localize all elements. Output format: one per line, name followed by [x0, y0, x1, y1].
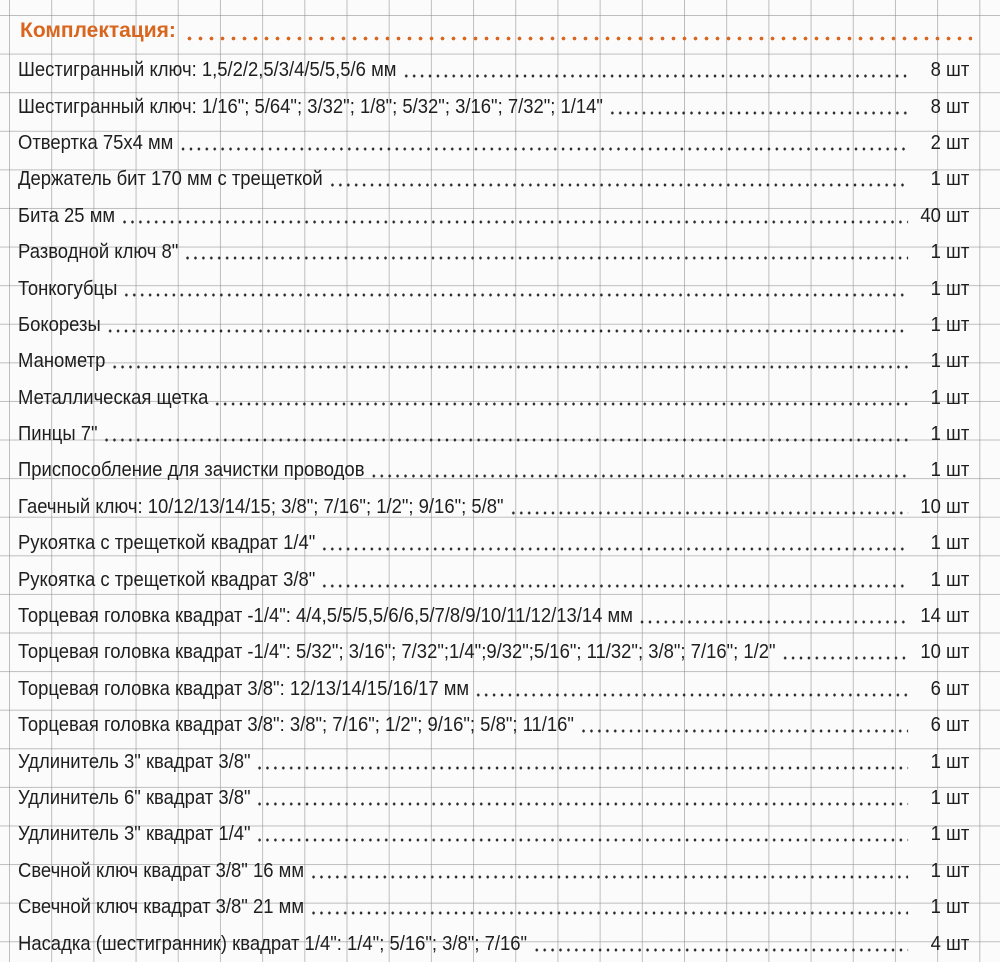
dot-leader — [475, 693, 909, 697]
dot-leader — [256, 766, 908, 770]
dot-leader — [179, 147, 908, 151]
item-quantity: 10 шт — [920, 640, 970, 664]
item-name: Шестигранный ключ: 1,5/2/2,5/3/4/5/5,5/6 мм — [18, 58, 397, 82]
item-quantity: 1 шт — [930, 349, 970, 373]
dot-leader — [402, 74, 908, 78]
heading-label: Комплектация: — [20, 19, 176, 42]
item-quantity: 2 шт — [930, 130, 970, 154]
item-quantity: 1 шт — [930, 458, 970, 482]
item-name: Разводной ключ 8" — [18, 240, 179, 264]
dot-leader — [106, 329, 908, 333]
item-name: Насадка (шестигранник) квадрат 1/4": 1/4"; 5/16"; 3/8"; 7/16" — [18, 931, 528, 955]
equipment-list — [18, 52, 970, 962]
item-quantity: 1 шт — [930, 749, 970, 773]
list-item — [18, 889, 969, 925]
item-name: Торцевая головка квадрат 3/8": 12/13/14/15/16/17 мм — [18, 676, 470, 700]
section-heading — [20, 14, 972, 48]
item-quantity: 8 шт — [930, 58, 970, 82]
item-quantity: 1 шт — [930, 858, 970, 882]
list-item — [18, 780, 969, 816]
dot-leader — [256, 838, 908, 842]
item-quantity: 1 шт — [930, 422, 970, 446]
dot-leader — [123, 293, 908, 297]
dot-leader — [103, 438, 908, 442]
list-item — [18, 853, 969, 889]
dot-leader — [184, 256, 908, 260]
item-name: Пинцы 7" — [18, 422, 98, 446]
item-quantity: 4 шт — [930, 931, 970, 955]
item-quantity: 1 шт — [930, 567, 970, 591]
item-quantity: 1 шт — [930, 240, 970, 264]
list-item — [18, 380, 969, 416]
item-quantity: 6 шт — [930, 676, 970, 700]
dot-leader — [509, 511, 908, 515]
list-item — [18, 343, 969, 379]
item-name: Рукоятка с трещеткой квадрат 3/8" — [18, 567, 316, 591]
dot-leader — [321, 547, 908, 551]
item-name: Торцевая головка квадрат -1/4": 5/32"; 3/16"; 7/32";1/4";9/32";5/16"; 11/32"; 3/8"; 7/16"; 1/2" — [18, 640, 776, 664]
dot-leader — [579, 729, 908, 733]
item-name: Бокорезы — [18, 312, 101, 336]
list-item — [18, 671, 969, 707]
item-name: Торцевая головка квадрат 3/8": 3/8"; 7/16"; 1/2"; 9/16"; 5/8"; 11/16" — [18, 713, 574, 737]
dot-leader — [638, 620, 908, 624]
dot-leader — [256, 802, 908, 806]
item-name: Приспособление для зачистки проводов — [18, 458, 365, 482]
list-item — [18, 270, 969, 306]
list-item — [18, 598, 969, 634]
item-quantity: 40 шт — [920, 203, 970, 227]
dot-leader — [120, 220, 908, 224]
item-quantity: 8 шт — [930, 94, 970, 118]
list-item — [18, 525, 969, 561]
item-name: Рукоятка с трещеткой квадрат 1/4" — [18, 531, 316, 555]
dot-leader — [532, 948, 908, 952]
item-quantity: 1 шт — [930, 385, 970, 409]
dot-leader — [309, 911, 908, 915]
item-name: Торцевая головка квадрат -1/4": 4/4,5/5/5,5/6/6,5/7/8/9/10/11/12/13/14 мм — [18, 604, 633, 628]
item-quantity: 14 шт — [920, 604, 970, 628]
item-name: Манометр — [18, 349, 106, 373]
item-name: Гаечный ключ: 10/12/13/14/15; 3/8"; 7/16"; 1/2"; 9/16"; 5/8" — [18, 494, 504, 518]
list-item — [18, 234, 969, 270]
heading-dot-leader — [184, 36, 972, 41]
item-quantity: 6 шт — [930, 713, 970, 737]
list-item — [18, 198, 969, 234]
item-quantity: 1 шт — [930, 276, 970, 300]
dot-leader — [370, 474, 908, 478]
item-name: Отвертка 75х4 мм — [18, 130, 174, 154]
list-item — [18, 489, 969, 525]
item-quantity: 1 шт — [930, 531, 970, 555]
item-quantity: 1 шт — [930, 895, 970, 919]
item-quantity: 10 шт — [920, 494, 970, 518]
item-name: Удлинитель 6" квадрат 3/8" — [18, 786, 251, 809]
list-item — [18, 452, 969, 488]
item-name: Металлическая щетка — [18, 385, 209, 409]
dot-leader — [608, 111, 908, 115]
dot-leader — [328, 183, 908, 187]
item-quantity: 1 шт — [930, 167, 970, 191]
item-quantity: 1 шт — [930, 822, 970, 846]
dot-leader — [781, 656, 908, 660]
item-name: Бита 25 мм — [18, 203, 116, 227]
list-item — [18, 416, 969, 452]
item-name: Удлинитель 3" квадрат 1/4" — [18, 822, 251, 846]
list-item — [18, 52, 969, 88]
list-item — [18, 816, 969, 852]
list-item — [18, 743, 969, 779]
list-item — [18, 925, 969, 961]
list-item — [18, 634, 969, 670]
list-item — [18, 707, 969, 743]
item-name: Свечной ключ квадрат 3/8" 21 мм — [18, 895, 305, 919]
dot-leader — [321, 584, 908, 588]
item-quantity: 1 шт — [930, 312, 970, 336]
list-item — [18, 125, 969, 161]
item-name: Держатель бит 170 мм с трещеткой — [18, 167, 323, 191]
item-quantity: 1 шт — [930, 786, 970, 809]
item-name: Шестигранный ключ: 1/16"; 5/64"; 3/32"; 1/8"; 5/32"; 3/16"; 7/32"; 1/14" — [18, 94, 603, 118]
list-item — [18, 307, 969, 343]
dot-leader — [214, 402, 908, 406]
item-name: Свечной ключ квадрат 3/8" 16 мм — [18, 858, 305, 882]
list-item — [18, 161, 969, 197]
list-item — [18, 561, 969, 597]
dot-leader — [309, 875, 908, 879]
dot-leader — [111, 365, 908, 369]
list-item — [18, 88, 969, 124]
item-name: Тонкогубцы — [18, 276, 118, 300]
item-name: Удлинитель 3" квадрат 3/8" — [18, 749, 251, 773]
